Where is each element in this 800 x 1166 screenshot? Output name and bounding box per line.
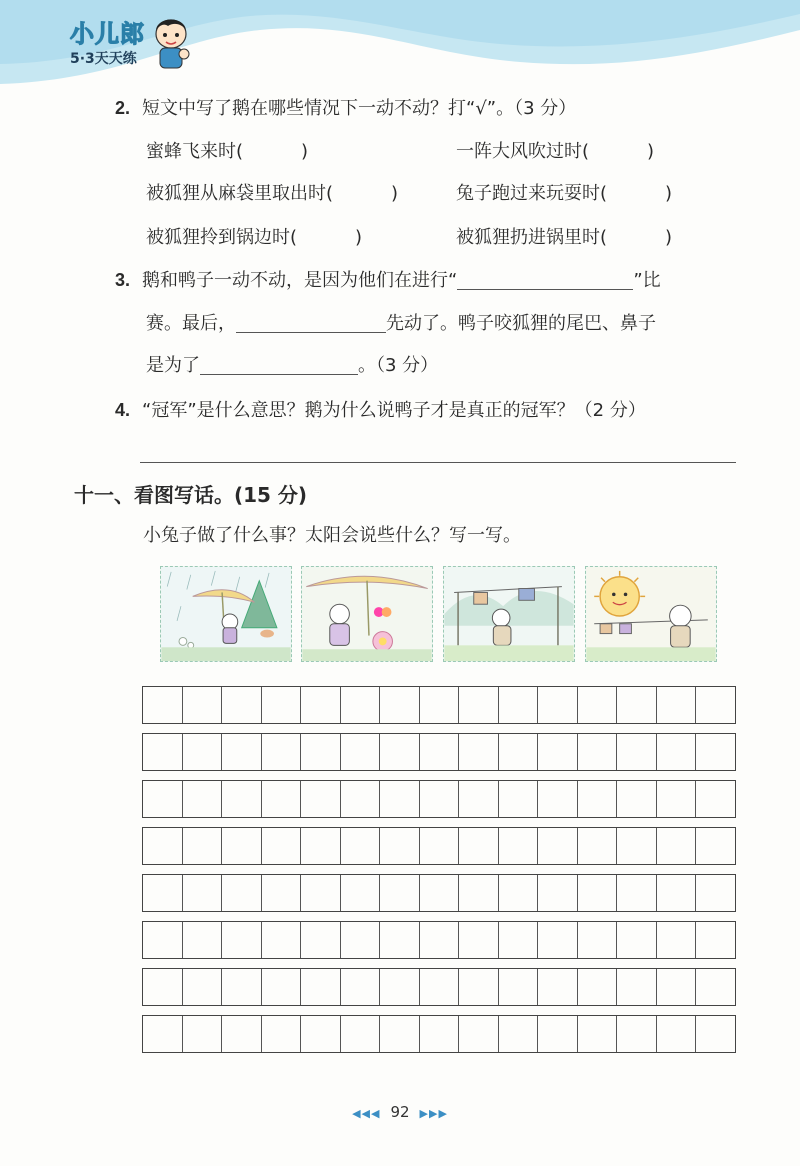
question-3-line-3: 是为了 。（3 分） bbox=[146, 355, 439, 376]
grid-cell[interactable] bbox=[616, 1016, 656, 1052]
grid-cell[interactable] bbox=[300, 875, 340, 911]
grid-cell[interactable] bbox=[261, 875, 301, 911]
grid-row bbox=[142, 1015, 736, 1053]
grid-cell[interactable] bbox=[182, 1016, 222, 1052]
grid-cell[interactable] bbox=[695, 922, 735, 958]
question-4 bbox=[115, 398, 646, 423]
grid-cell[interactable] bbox=[577, 781, 617, 817]
grid-cell[interactable] bbox=[379, 922, 419, 958]
grid-cell[interactable] bbox=[419, 828, 459, 864]
grid-cell[interactable] bbox=[616, 922, 656, 958]
grid-cell[interactable] bbox=[261, 734, 301, 770]
grid-cell[interactable] bbox=[379, 734, 419, 770]
q2-option-text: 一阵大风吹过时( bbox=[456, 141, 590, 162]
grid-cell[interactable] bbox=[616, 969, 656, 1005]
grid-cell[interactable] bbox=[498, 734, 538, 770]
section-11-prompt: 小兔子做了什么事？太阳会说些什么？写一写。 bbox=[143, 525, 521, 546]
grid-cell[interactable] bbox=[537, 875, 577, 911]
grid-cell[interactable] bbox=[340, 781, 380, 817]
grid-cell[interactable] bbox=[537, 1016, 577, 1052]
grid-cell[interactable] bbox=[537, 828, 577, 864]
section-11-title: 十一、看图写话。(15 分) bbox=[74, 483, 308, 507]
question-4-number: 4. bbox=[115, 400, 131, 420]
grid-cell[interactable] bbox=[419, 687, 459, 723]
grid-cell[interactable] bbox=[300, 734, 340, 770]
question-2-text: 短文中写了鹅在哪些情况下一动不动？打“√”。（3 分） bbox=[142, 98, 577, 119]
q2-option-1: 蜜蜂飞来时( ) bbox=[146, 141, 309, 162]
grid-row bbox=[142, 686, 736, 724]
grid-cell[interactable] bbox=[143, 734, 182, 770]
q4-answer-line[interactable] bbox=[140, 462, 736, 463]
brand-title: 小儿郎 bbox=[70, 20, 145, 48]
grid-cell[interactable] bbox=[419, 781, 459, 817]
grid-cell[interactable] bbox=[300, 781, 340, 817]
grid-cell[interactable] bbox=[261, 969, 301, 1005]
grid-cell[interactable] bbox=[261, 781, 301, 817]
q2-option-text: 被狐狸扔进锅里时( bbox=[456, 227, 608, 248]
q2-option-text: 兔子跑过来玩耍时( bbox=[456, 183, 608, 204]
grid-cell[interactable] bbox=[379, 687, 419, 723]
q3-blank-2[interactable] bbox=[236, 314, 386, 333]
grid-cell[interactable] bbox=[182, 922, 222, 958]
grid-cell[interactable] bbox=[458, 922, 498, 958]
grid-cell[interactable] bbox=[695, 781, 735, 817]
question-4-text: “冠军”是什么意思？鹅为什么说鸭子才是真正的冠军？（2 分） bbox=[142, 400, 646, 421]
grid-cell[interactable] bbox=[537, 734, 577, 770]
grid-cell[interactable] bbox=[695, 687, 735, 723]
mascot-boy-icon bbox=[148, 14, 194, 74]
grid-cell[interactable] bbox=[182, 828, 222, 864]
grid-cell[interactable] bbox=[537, 969, 577, 1005]
right-arrows-icon: ▶▶▶ bbox=[419, 1107, 448, 1120]
grid-cell[interactable] bbox=[498, 969, 538, 1005]
grid-cell[interactable] bbox=[143, 828, 182, 864]
grid-cell[interactable] bbox=[379, 875, 419, 911]
grid-cell[interactable] bbox=[261, 828, 301, 864]
grid-cell[interactable] bbox=[340, 922, 380, 958]
q3-blank-1[interactable] bbox=[457, 271, 633, 290]
q2-option-3: 被狐狸从麻袋里取出时( ) bbox=[146, 183, 399, 204]
grid-cell[interactable] bbox=[143, 922, 182, 958]
q2-option-2: 一阵大风吹过时( ) bbox=[456, 141, 655, 162]
q2-option-text: 蜜蜂飞来时( bbox=[146, 141, 244, 162]
grid-cell[interactable] bbox=[419, 734, 459, 770]
grid-cell[interactable] bbox=[537, 781, 577, 817]
q3-blank-3[interactable] bbox=[200, 356, 358, 375]
grid-cell[interactable] bbox=[577, 875, 617, 911]
grid-cell[interactable] bbox=[616, 875, 656, 911]
grid-cell[interactable] bbox=[300, 969, 340, 1005]
grid-cell[interactable] bbox=[182, 687, 222, 723]
grid-cell[interactable] bbox=[143, 687, 182, 723]
question-3-number: 3. bbox=[115, 270, 131, 290]
grid-row bbox=[142, 874, 736, 912]
grid-row bbox=[142, 733, 736, 771]
grid-cell[interactable] bbox=[616, 734, 656, 770]
grid-cell[interactable] bbox=[419, 922, 459, 958]
grid-cell[interactable] bbox=[656, 781, 696, 817]
grid-cell[interactable] bbox=[340, 1016, 380, 1052]
grid-row bbox=[142, 827, 736, 865]
q2-option-6: 被狐狸扔进锅里时( ) bbox=[456, 227, 673, 248]
grid-cell[interactable] bbox=[656, 734, 696, 770]
grid-cell[interactable] bbox=[498, 687, 538, 723]
grid-cell[interactable] bbox=[261, 922, 301, 958]
grid-row bbox=[142, 968, 736, 1006]
grid-cell[interactable] bbox=[458, 687, 498, 723]
grid-cell[interactable] bbox=[616, 781, 656, 817]
question-2 bbox=[115, 96, 576, 121]
grid-cell[interactable] bbox=[458, 828, 498, 864]
grid-cell[interactable] bbox=[261, 1016, 301, 1052]
grid-cell[interactable] bbox=[498, 1016, 538, 1052]
grid-cell[interactable] bbox=[616, 687, 656, 723]
grid-cell[interactable] bbox=[537, 687, 577, 723]
grid-cell[interactable] bbox=[300, 922, 340, 958]
q2-option-text: 被狐狸从麻袋里取出时( bbox=[146, 183, 334, 204]
grid-cell[interactable] bbox=[379, 828, 419, 864]
picture-3-hanging-laundry bbox=[443, 566, 575, 662]
picture-4-smiling-sun bbox=[585, 566, 717, 662]
grid-cell[interactable] bbox=[221, 1016, 261, 1052]
grid-cell[interactable] bbox=[577, 828, 617, 864]
grid-cell[interactable] bbox=[221, 734, 261, 770]
grid-cell[interactable] bbox=[182, 781, 222, 817]
question-3-line-2: 赛。最后， 先动了。鸭子咬狐狸的尾巴、鼻子 bbox=[146, 313, 656, 334]
grid-cell[interactable] bbox=[695, 828, 735, 864]
grid-cell[interactable] bbox=[498, 875, 538, 911]
picture-2-butterfly bbox=[301, 566, 433, 662]
grid-cell[interactable] bbox=[300, 1016, 340, 1052]
grid-cell[interactable] bbox=[340, 687, 380, 723]
picture-1-rain-umbrella bbox=[160, 566, 292, 662]
grid-cell[interactable] bbox=[261, 687, 301, 723]
q2-option-4: 兔子跑过来玩耍时( ) bbox=[456, 183, 673, 204]
page-number: 92 bbox=[390, 1103, 410, 1121]
grid-cell[interactable] bbox=[695, 875, 735, 911]
grid-cell[interactable] bbox=[458, 1016, 498, 1052]
q2-option-text: 被狐狸拎到锅边时( bbox=[146, 227, 298, 248]
grid-cell[interactable] bbox=[340, 828, 380, 864]
grid-cell[interactable] bbox=[379, 1016, 419, 1052]
grid-cell[interactable] bbox=[143, 1016, 182, 1052]
grid-cell[interactable] bbox=[498, 922, 538, 958]
grid-cell[interactable] bbox=[300, 828, 340, 864]
grid-cell[interactable] bbox=[577, 1016, 617, 1052]
grid-cell[interactable] bbox=[221, 922, 261, 958]
left-arrows-icon: ◀◀◀ bbox=[352, 1107, 381, 1120]
grid-cell[interactable] bbox=[182, 969, 222, 1005]
grid-cell[interactable] bbox=[616, 828, 656, 864]
grid-cell[interactable] bbox=[656, 828, 696, 864]
grid-cell[interactable] bbox=[577, 922, 617, 958]
grid-cell[interactable] bbox=[498, 781, 538, 817]
grid-cell[interactable] bbox=[695, 1016, 735, 1052]
grid-row bbox=[142, 921, 736, 959]
grid-cell[interactable] bbox=[656, 687, 696, 723]
brand-subtitle: 5·3天天练 bbox=[70, 51, 137, 67]
grid-cell[interactable] bbox=[340, 734, 380, 770]
grid-cell[interactable] bbox=[577, 687, 617, 723]
grid-cell[interactable] bbox=[458, 875, 498, 911]
grid-cell[interactable] bbox=[143, 969, 182, 1005]
grid-cell[interactable] bbox=[458, 969, 498, 1005]
grid-cell[interactable] bbox=[656, 969, 696, 1005]
writing-grid[interactable] bbox=[142, 686, 736, 1062]
grid-cell[interactable] bbox=[221, 687, 261, 723]
grid-cell[interactable] bbox=[182, 734, 222, 770]
q2-option-5: 被狐狸拎到锅边时( ) bbox=[146, 227, 363, 248]
grid-cell[interactable] bbox=[340, 969, 380, 1005]
grid-cell[interactable] bbox=[577, 969, 617, 1005]
grid-cell[interactable] bbox=[379, 969, 419, 1005]
grid-cell[interactable] bbox=[221, 969, 261, 1005]
grid-cell[interactable] bbox=[458, 781, 498, 817]
grid-cell[interactable] bbox=[143, 781, 182, 817]
grid-cell[interactable] bbox=[340, 875, 380, 911]
grid-cell[interactable] bbox=[221, 828, 261, 864]
grid-cell[interactable] bbox=[695, 734, 735, 770]
grid-cell[interactable] bbox=[379, 781, 419, 817]
grid-cell[interactable] bbox=[656, 875, 696, 911]
page-footer bbox=[0, 1103, 800, 1121]
grid-cell[interactable] bbox=[300, 687, 340, 723]
grid-cell[interactable] bbox=[182, 875, 222, 911]
grid-cell[interactable] bbox=[695, 969, 735, 1005]
grid-row bbox=[142, 780, 736, 818]
grid-cell[interactable] bbox=[656, 1016, 696, 1052]
grid-cell[interactable] bbox=[577, 734, 617, 770]
grid-cell[interactable] bbox=[221, 875, 261, 911]
grid-cell[interactable] bbox=[458, 734, 498, 770]
question-3-line-1: 3. 鹅和鸭子一动不动，是因为他们在进行“ ”比 bbox=[115, 270, 661, 291]
grid-cell[interactable] bbox=[419, 1016, 459, 1052]
grid-cell[interactable] bbox=[221, 781, 261, 817]
question-2-number: 2. bbox=[115, 98, 131, 118]
grid-cell[interactable] bbox=[419, 969, 459, 1005]
grid-cell[interactable] bbox=[656, 922, 696, 958]
grid-cell[interactable] bbox=[419, 875, 459, 911]
grid-cell[interactable] bbox=[143, 875, 182, 911]
grid-cell[interactable] bbox=[537, 922, 577, 958]
grid-cell[interactable] bbox=[498, 828, 538, 864]
